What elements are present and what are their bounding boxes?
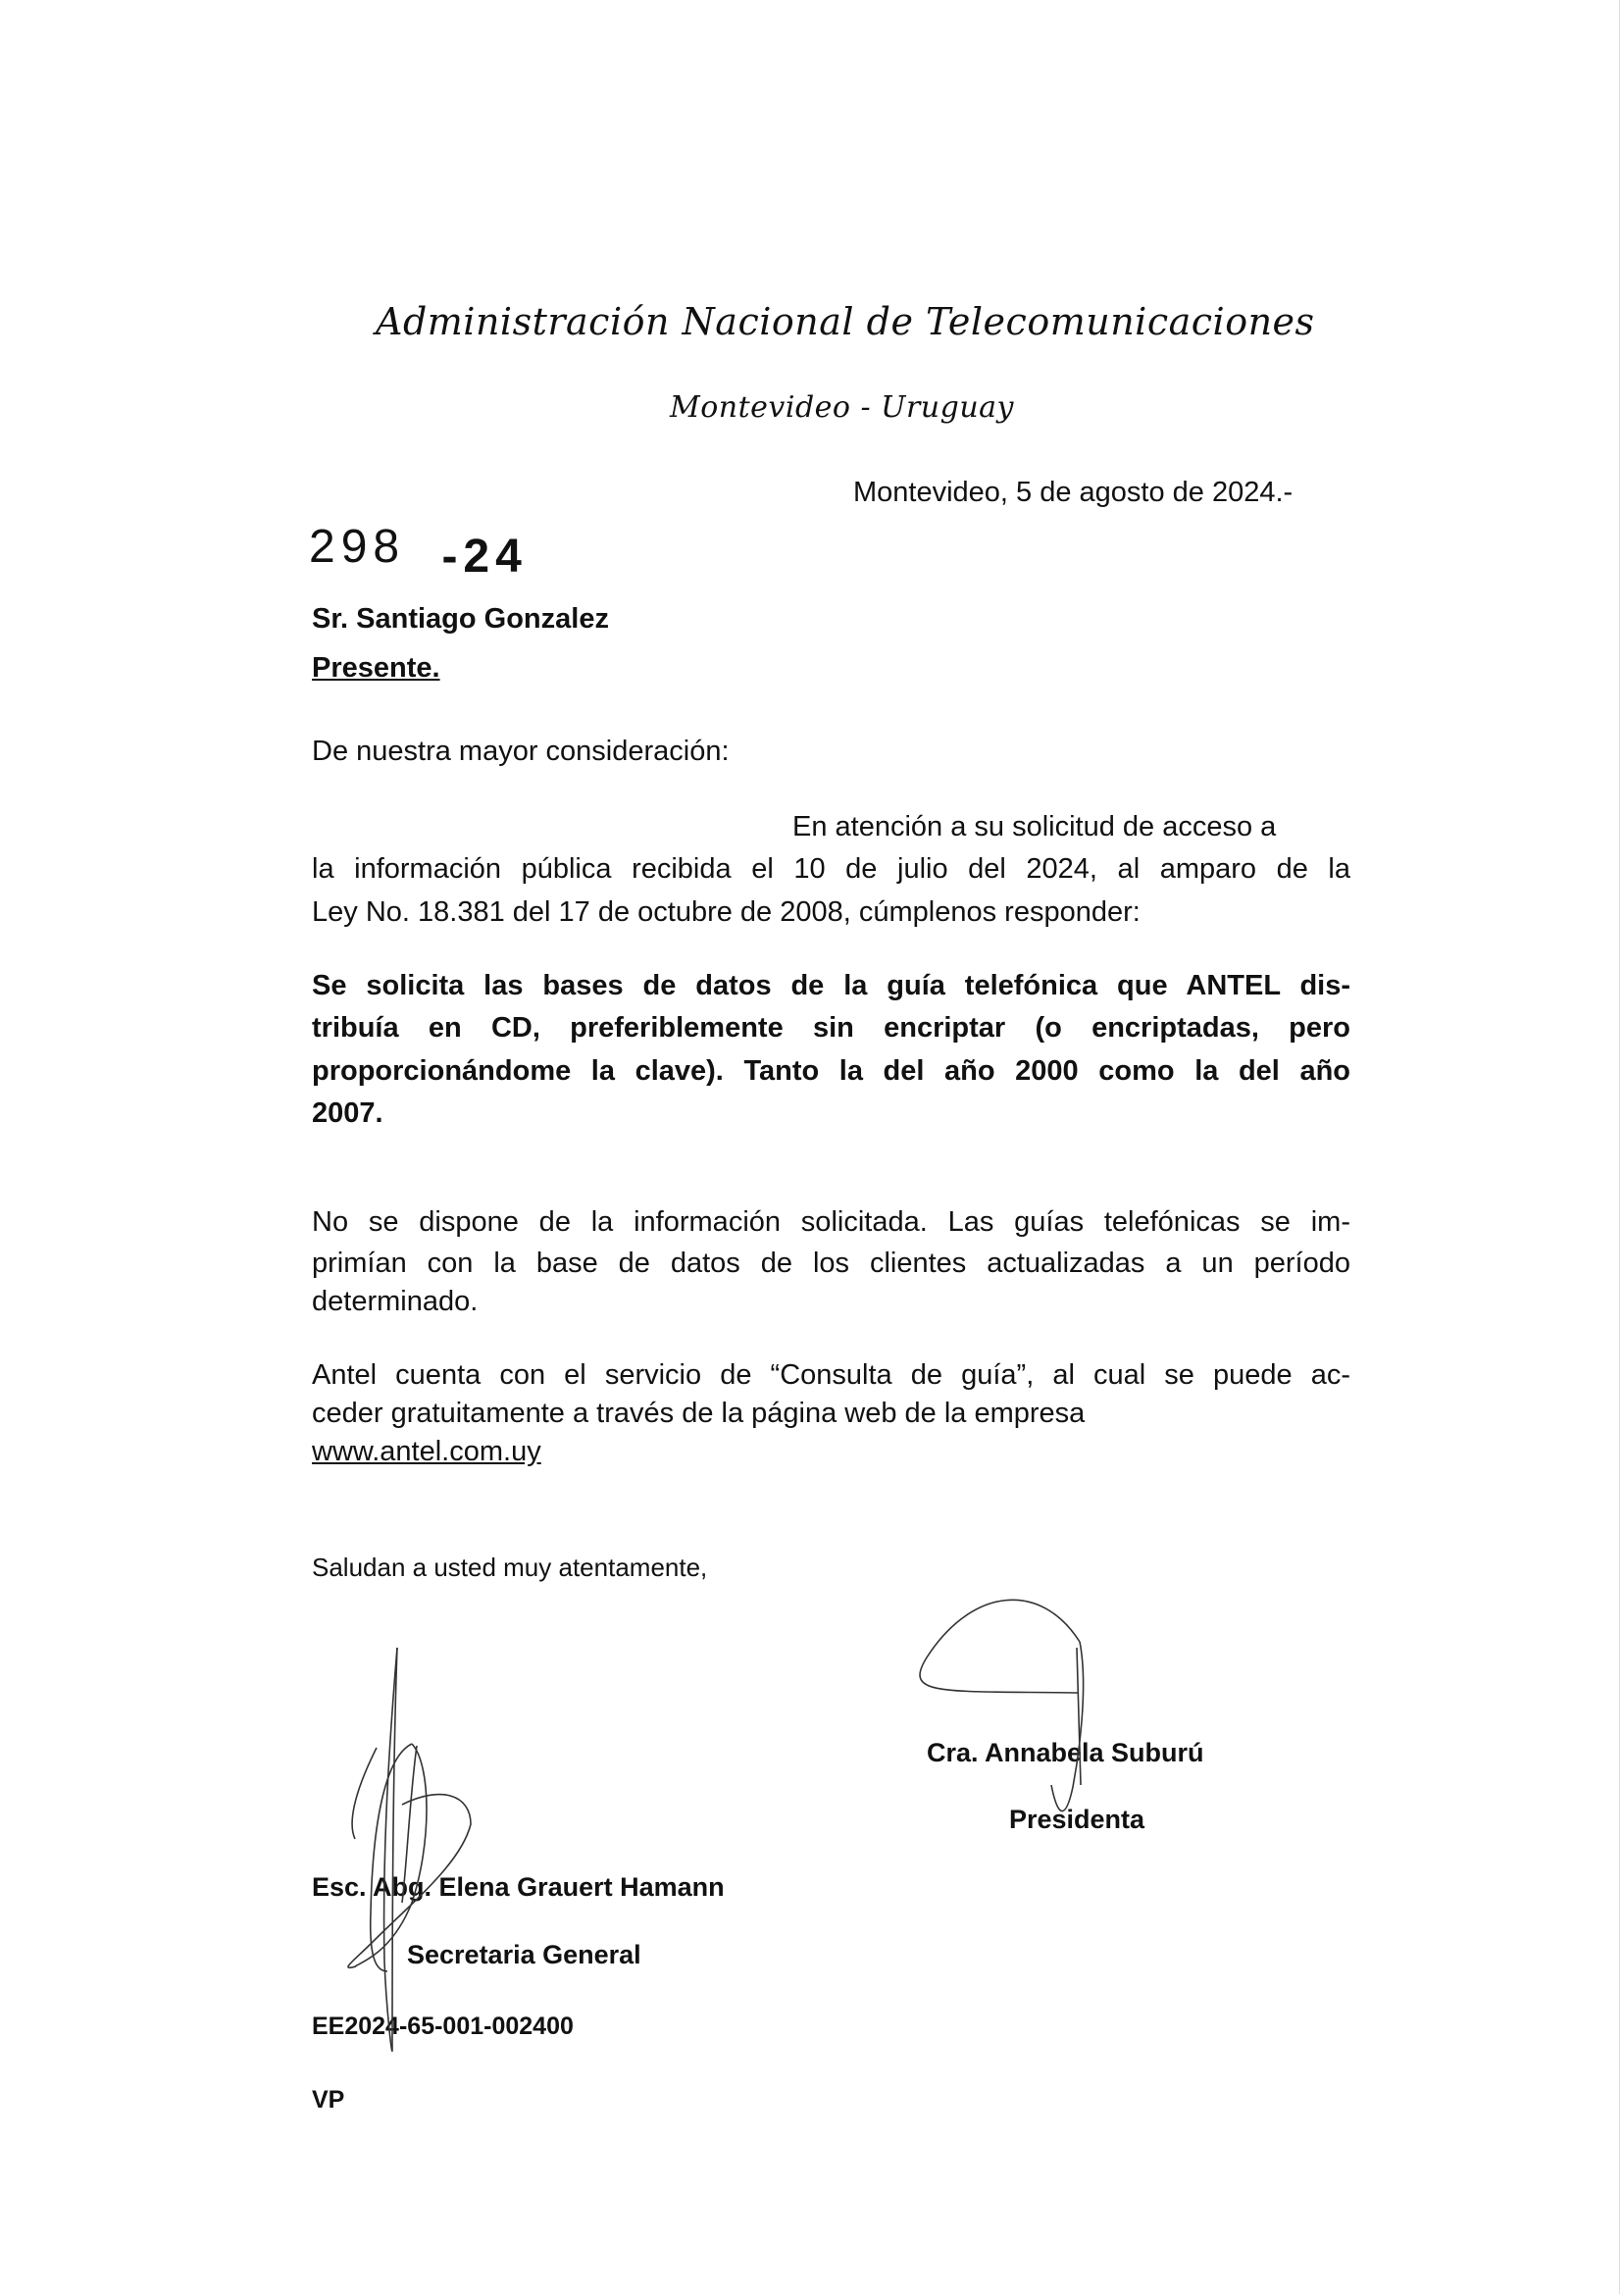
request-quote-line: 2007. — [312, 1097, 383, 1129]
reference-number-suffix: -24 — [441, 531, 528, 583]
page-edge — [1619, 0, 1620, 2294]
paragraph1-line: En atención a su solicitud de acceso a — [792, 811, 1277, 842]
paragraph2-line: determinado. — [312, 1286, 479, 1317]
paragraph2-line: No se dispone de la información solicitada. Las guías telefónicas se im- — [312, 1206, 1350, 1238]
recipient-name: Sr. Santiago Gonzalez — [312, 603, 609, 635]
paragraph1-line: la información pública recibida el 10 de julio del 2024, al amparo de la — [312, 853, 1350, 885]
letterhead-location: Montevideo - Uruguay — [670, 390, 1014, 425]
president-signature — [920, 1600, 1084, 1810]
salutation: De nuestra mayor consideración: — [312, 736, 730, 767]
reference-number — [309, 520, 528, 583]
date-line: Montevideo, 5 de agosto de 2024.- — [853, 477, 1294, 508]
closing: Saludan a usted muy atentamente, — [312, 1553, 708, 1582]
initials: VP — [312, 2086, 345, 2114]
president-title: Presidenta — [1009, 1805, 1145, 1834]
secretary-signature — [348, 1648, 471, 2051]
request-quote-line: Se solicita las bases de datos de la guía telefónica que ANTEL dis- — [312, 970, 1350, 1001]
recipient-presente: Presente. — [312, 652, 440, 684]
file-reference: EE2024-65-001-002400 — [312, 2013, 574, 2040]
website-link[interactable]: www.antel.com.uy — [312, 1436, 541, 1467]
paragraph3-line: ceder gratuitamente a través de la página web de la empresa — [312, 1398, 1086, 1429]
paragraph2-line: primían con la base de datos de los clientes actualizadas a un período — [312, 1248, 1350, 1279]
reference-number-main: 298 — [309, 521, 406, 573]
request-quote-line: proporcionándome la clave). Tanto la del año 2000 como la del año — [312, 1055, 1350, 1087]
secretary-title: Secretaria General — [407, 1940, 641, 1969]
secretary-name: Esc. Abg. Elena Grauert Hamann — [312, 1872, 725, 1902]
paragraph1-line: Ley No. 18.381 del 17 de octubre de 2008, cúmplenos responder: — [312, 896, 1141, 928]
request-quote-line: tribuía en CD, preferiblemente sin encriptar (o encriptadas, pero — [312, 1012, 1350, 1044]
president-name: Cra. Annabela Suburú — [927, 1738, 1204, 1767]
paragraph3-line: Antel cuenta con el servicio de “Consulta de guía”, al cual se puede ac- — [312, 1359, 1350, 1391]
letterhead-org-name: Administración Nacional de Telecomunicaciones — [376, 300, 1315, 343]
